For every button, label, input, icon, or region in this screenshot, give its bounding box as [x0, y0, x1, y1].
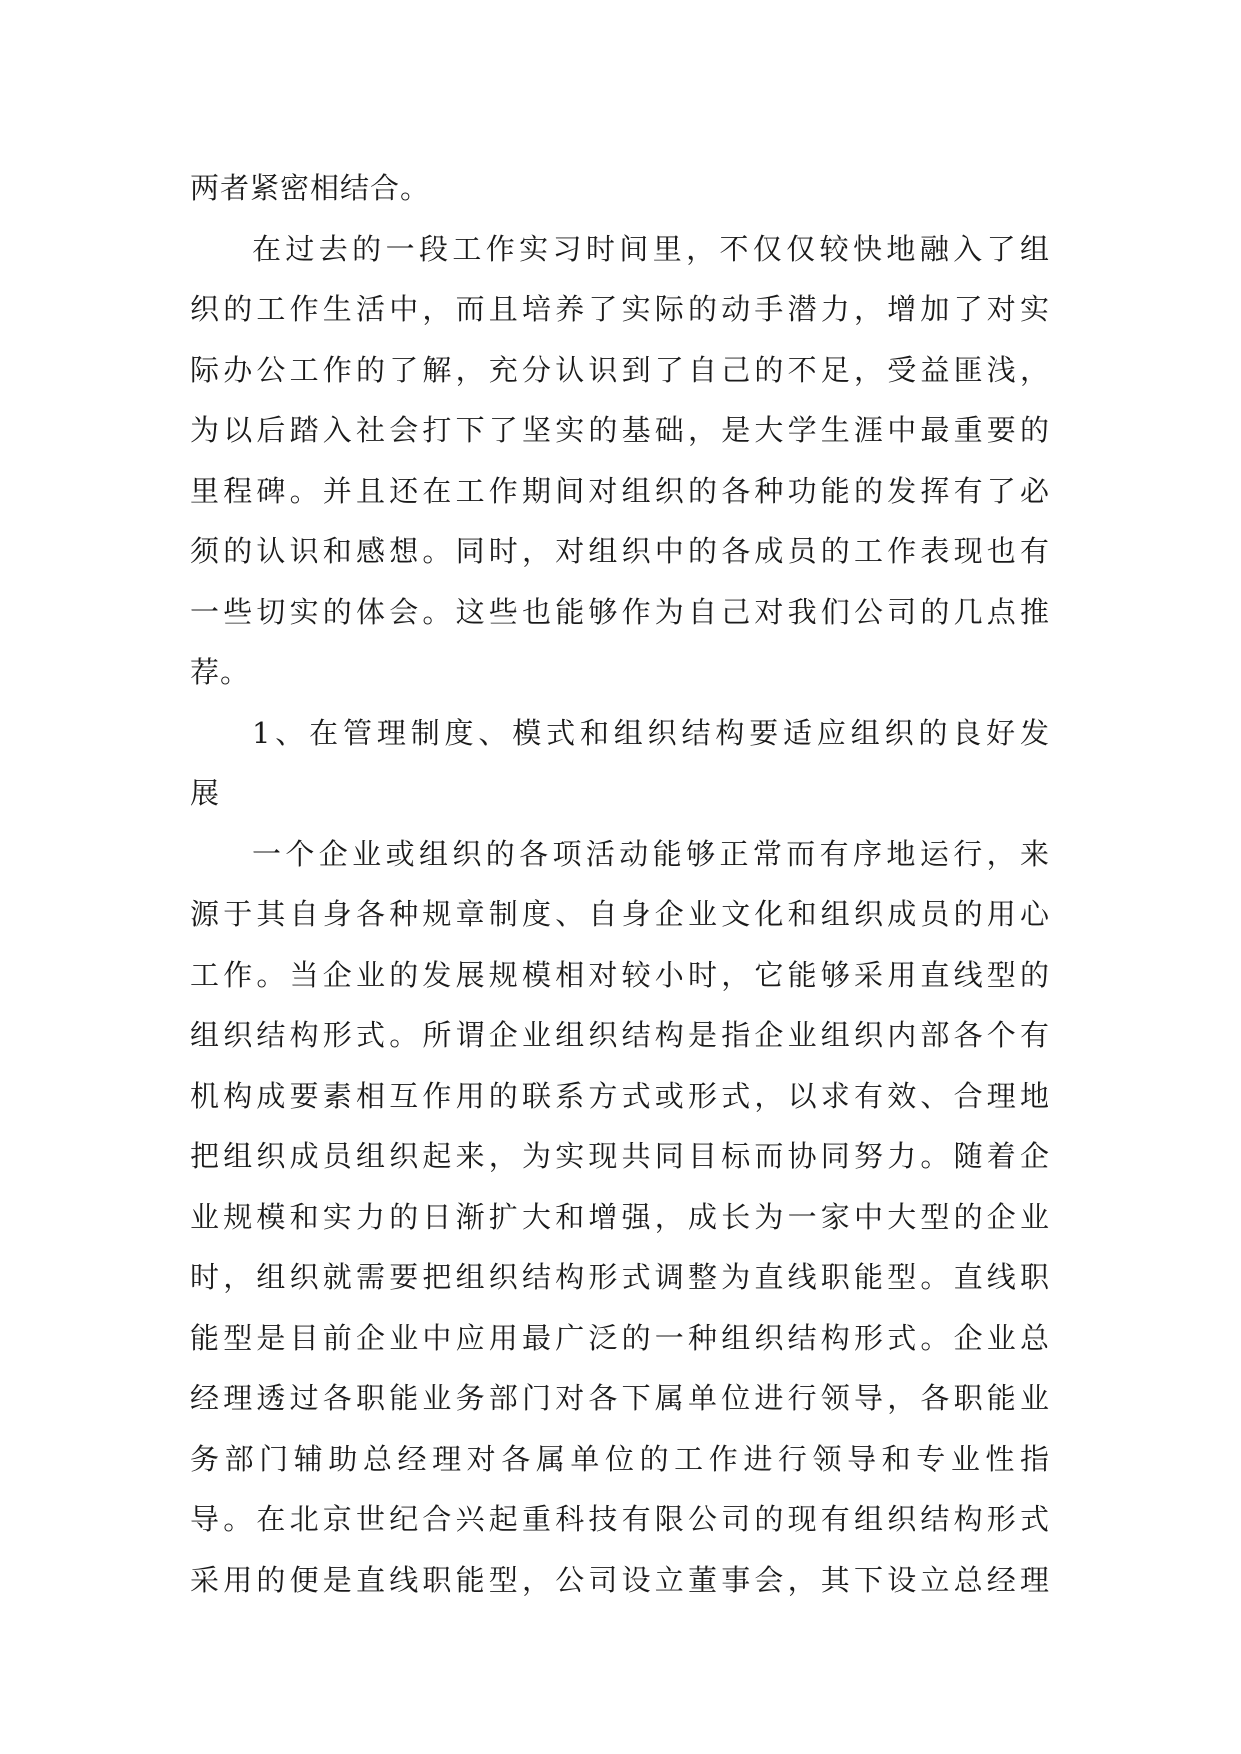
text-line: 源于其自身各种规章制度、自身企业文化和组织成员的用心	[190, 897, 1050, 931]
text-line: 能型是目前企业中应用最广泛的一种组织结构形式。企业总	[190, 1320, 1050, 1355]
text-line: 织的工作生活中，而且培养了实际的动手潜力，增加了对实	[190, 292, 1050, 326]
text-line: 时，组织就需要把组织结构形式调整为直线职能型。直线职	[190, 1260, 1050, 1294]
text-line: 里程碑。并且还在工作期间对组织的各种功能的发挥有了必	[190, 473, 1050, 508]
text-line: 一些切实的体会。这些也能够作为自己对我们公司的几点推	[190, 594, 1050, 629]
text-line: 一个企业或组织的各项活动能够正常而有序地运行，来	[252, 836, 1050, 871]
text-line: 在过去的一段工作实习时间里，不仅仅较快地融入了组	[252, 231, 1050, 266]
text-line: 经理透过各职能业务部门对各下属单位进行领导，各职能业	[190, 1381, 1050, 1415]
document-body	[190, 158, 1050, 1610]
text-line: 组织结构形式。所谓企业组织结构是指企业组织内部各个有	[190, 1018, 1050, 1052]
text-line: 两者紧密相结合。	[190, 171, 431, 205]
text-line: 1、在管理制度、模式和组织结构要适应组织的良好发	[252, 715, 1050, 750]
text-line: 把组织成员组织起来，为实现共同目标而协同努力。随着企	[190, 1139, 1050, 1173]
text-line: 导。在北京世纪合兴起重科技有限公司的现有组织结构形式	[190, 1502, 1050, 1536]
text-line: 采用的便是直线职能型，公司设立董事会，其下设立总经理	[190, 1562, 1050, 1597]
text-line: 业规模和实力的日渐扩大和增强，成长为一家中大型的企业	[190, 1199, 1050, 1234]
text-line: 荐。	[190, 655, 251, 689]
text-line: 工作。当企业的发展规模相对较小时，它能够采用直线型的	[190, 957, 1050, 992]
text-line: 机构成要素相互作用的联系方式或形式，以求有效、合理地	[190, 1078, 1050, 1113]
text-line: 务部门辅助总经理对各属单位的工作进行领导和专业性指	[190, 1441, 1050, 1476]
text-line: 际办公工作的了解，充分认识到了自己的不足，受益匪浅，	[190, 352, 1050, 387]
text-line: 为以后踏入社会打下了坚实的基础，是大学生涯中最重要的	[190, 413, 1050, 447]
text-line: 须的认识和感想。同时，对组织中的各成员的工作表现也有	[190, 534, 1050, 568]
text-line: 展	[190, 776, 221, 810]
